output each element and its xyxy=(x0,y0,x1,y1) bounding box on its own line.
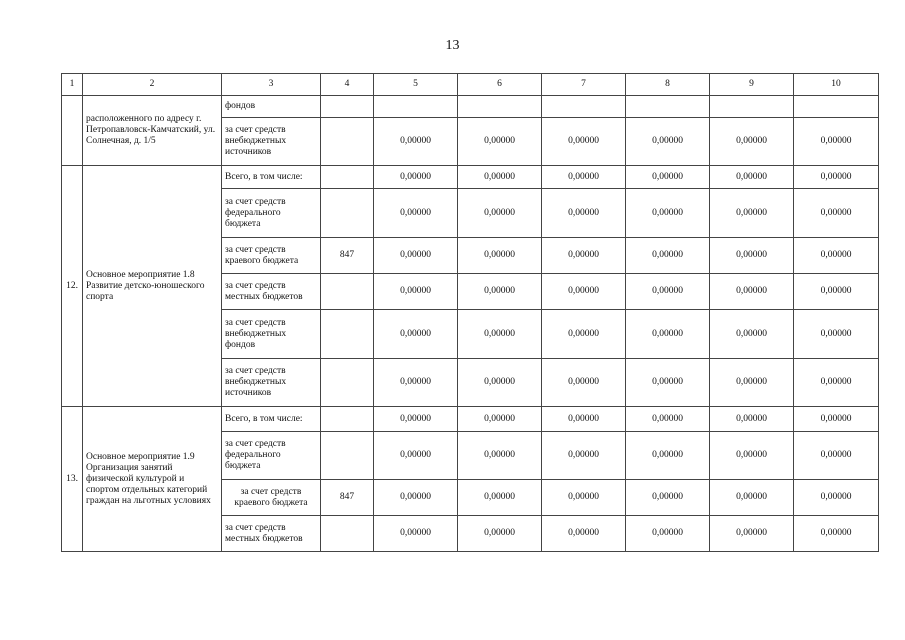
value-cell: 0,00000 xyxy=(458,274,542,310)
code-cell: 847 xyxy=(321,238,374,274)
value-cell: 0,00000 xyxy=(374,480,458,516)
value-cell: 0,00000 xyxy=(626,274,710,310)
code-cell xyxy=(321,189,374,238)
value-cell: 0,00000 xyxy=(542,189,626,238)
code-cell xyxy=(321,516,374,552)
value-cell: 0,00000 xyxy=(626,516,710,552)
value-cell: 0,00000 xyxy=(458,359,542,407)
value-cell: 0,00000 xyxy=(794,516,879,552)
value-cell: 0,00000 xyxy=(710,189,794,238)
value-cell: 0,00000 xyxy=(458,189,542,238)
table-row xyxy=(62,407,879,432)
value-cell: 0,00000 xyxy=(710,274,794,310)
funding-source-cell: Всего, в том числе: xyxy=(222,166,321,189)
measure-name-cell: Основное мероприятие 1.8 Развитие детско-юношеского спорта xyxy=(83,166,222,407)
value-cell xyxy=(542,96,626,118)
header-cell: 2 xyxy=(83,74,222,96)
funding-source-cell: за счет средств внебюджетных источников xyxy=(222,359,321,407)
value-cell: 0,00000 xyxy=(626,359,710,407)
funding-source-cell: фондов xyxy=(222,96,321,118)
value-cell: 0,00000 xyxy=(542,480,626,516)
value-cell xyxy=(710,96,794,118)
measure-name-cell: расположенного по адресу г. Петропавловск-Камчатский, ул. Солнечная, д. 1/5 xyxy=(83,96,222,166)
header-cell: 3 xyxy=(222,74,321,96)
value-cell: 0,00000 xyxy=(626,407,710,432)
value-cell: 0,00000 xyxy=(794,407,879,432)
value-cell: 0,00000 xyxy=(626,189,710,238)
value-cell: 0,00000 xyxy=(626,118,710,166)
value-cell: 0,00000 xyxy=(458,238,542,274)
header-row xyxy=(62,74,879,96)
value-cell: 0,00000 xyxy=(626,166,710,189)
value-cell: 0,00000 xyxy=(542,310,626,359)
value-cell: 0,00000 xyxy=(794,189,879,238)
value-cell: 0,00000 xyxy=(374,166,458,189)
value-cell: 0,00000 xyxy=(794,359,879,407)
value-cell: 0,00000 xyxy=(794,274,879,310)
value-cell: 0,00000 xyxy=(542,166,626,189)
code-cell xyxy=(321,407,374,432)
page-number: 13 xyxy=(445,38,460,53)
value-cell: 0,00000 xyxy=(542,274,626,310)
header-cell: 6 xyxy=(458,74,542,96)
code-cell xyxy=(321,432,374,480)
value-cell: 0,00000 xyxy=(710,310,794,359)
value-cell: 0,00000 xyxy=(542,238,626,274)
row-number-cell: 13. xyxy=(62,407,83,552)
funding-source-cell: за счет средств внебюджетных источников xyxy=(222,118,321,166)
value-cell: 0,00000 xyxy=(374,274,458,310)
value-cell: 0,00000 xyxy=(374,118,458,166)
value-cell: 0,00000 xyxy=(542,432,626,480)
row-number-cell: 12. xyxy=(62,166,83,407)
row-number-cell xyxy=(62,96,83,166)
funding-source-cell: за счет средств федерального бюджета xyxy=(222,189,321,238)
code-cell xyxy=(321,310,374,359)
value-cell xyxy=(794,96,879,118)
header-cell: 4 xyxy=(321,74,374,96)
value-cell: 0,00000 xyxy=(542,359,626,407)
funding-source-cell: за счет средств краевого бюджета xyxy=(222,480,321,516)
value-cell: 0,00000 xyxy=(794,432,879,480)
table-row xyxy=(62,166,879,189)
value-cell: 0,00000 xyxy=(374,238,458,274)
value-cell: 0,00000 xyxy=(794,238,879,274)
funding-source-cell: за счет средств местных бюджетов xyxy=(222,516,321,552)
value-cell: 0,00000 xyxy=(710,480,794,516)
value-cell: 0,00000 xyxy=(710,238,794,274)
header-cell: 5 xyxy=(374,74,458,96)
funding-source-cell: за счет средств местных бюджетов xyxy=(222,274,321,310)
value-cell: 0,00000 xyxy=(458,166,542,189)
value-cell: 0,00000 xyxy=(374,310,458,359)
value-cell: 0,00000 xyxy=(794,166,879,189)
value-cell: 0,00000 xyxy=(374,432,458,480)
value-cell: 0,00000 xyxy=(374,407,458,432)
code-cell xyxy=(321,359,374,407)
value-cell: 0,00000 xyxy=(794,310,879,359)
value-cell: 0,00000 xyxy=(458,310,542,359)
header-cell: 10 xyxy=(794,74,879,96)
value-cell: 0,00000 xyxy=(542,516,626,552)
funding-source-cell: за счет средств внебюджетных фондов xyxy=(222,310,321,359)
code-cell xyxy=(321,96,374,118)
value-cell: 0,00000 xyxy=(458,516,542,552)
code-cell: 847 xyxy=(321,480,374,516)
value-cell: 0,00000 xyxy=(794,118,879,166)
table-row xyxy=(62,96,879,118)
funding-source-cell: за счет средств краевого бюджета xyxy=(222,238,321,274)
measure-name-cell: Основное мероприятие 1.9 Организация занятий физической культурой и спортом отдельных категорий граждан на льготных условиях xyxy=(83,407,222,552)
value-cell: 0,00000 xyxy=(374,189,458,238)
budget-table xyxy=(61,73,879,552)
value-cell: 0,00000 xyxy=(710,432,794,480)
funding-source-cell: за счет средств федерального бюджета xyxy=(222,432,321,480)
value-cell: 0,00000 xyxy=(374,516,458,552)
value-cell: 0,00000 xyxy=(458,480,542,516)
value-cell: 0,00000 xyxy=(626,310,710,359)
header-cell: 9 xyxy=(710,74,794,96)
value-cell: 0,00000 xyxy=(710,166,794,189)
value-cell: 0,00000 xyxy=(626,480,710,516)
value-cell: 0,00000 xyxy=(458,432,542,480)
value-cell: 0,00000 xyxy=(710,516,794,552)
code-cell xyxy=(321,118,374,166)
value-cell: 0,00000 xyxy=(374,359,458,407)
header-cell: 1 xyxy=(62,74,83,96)
value-cell: 0,00000 xyxy=(626,238,710,274)
value-cell xyxy=(374,96,458,118)
value-cell: 0,00000 xyxy=(794,480,879,516)
value-cell: 0,00000 xyxy=(626,432,710,480)
value-cell xyxy=(626,96,710,118)
value-cell: 0,00000 xyxy=(542,118,626,166)
funding-source-cell: Всего, в том числе: xyxy=(222,407,321,432)
value-cell: 0,00000 xyxy=(710,407,794,432)
header-cell: 8 xyxy=(626,74,710,96)
value-cell: 0,00000 xyxy=(710,118,794,166)
code-cell xyxy=(321,166,374,189)
value-cell: 0,00000 xyxy=(542,407,626,432)
value-cell: 0,00000 xyxy=(458,118,542,166)
code-cell xyxy=(321,274,374,310)
value-cell: 0,00000 xyxy=(710,359,794,407)
header-cell: 7 xyxy=(542,74,626,96)
value-cell: 0,00000 xyxy=(458,407,542,432)
value-cell xyxy=(458,96,542,118)
